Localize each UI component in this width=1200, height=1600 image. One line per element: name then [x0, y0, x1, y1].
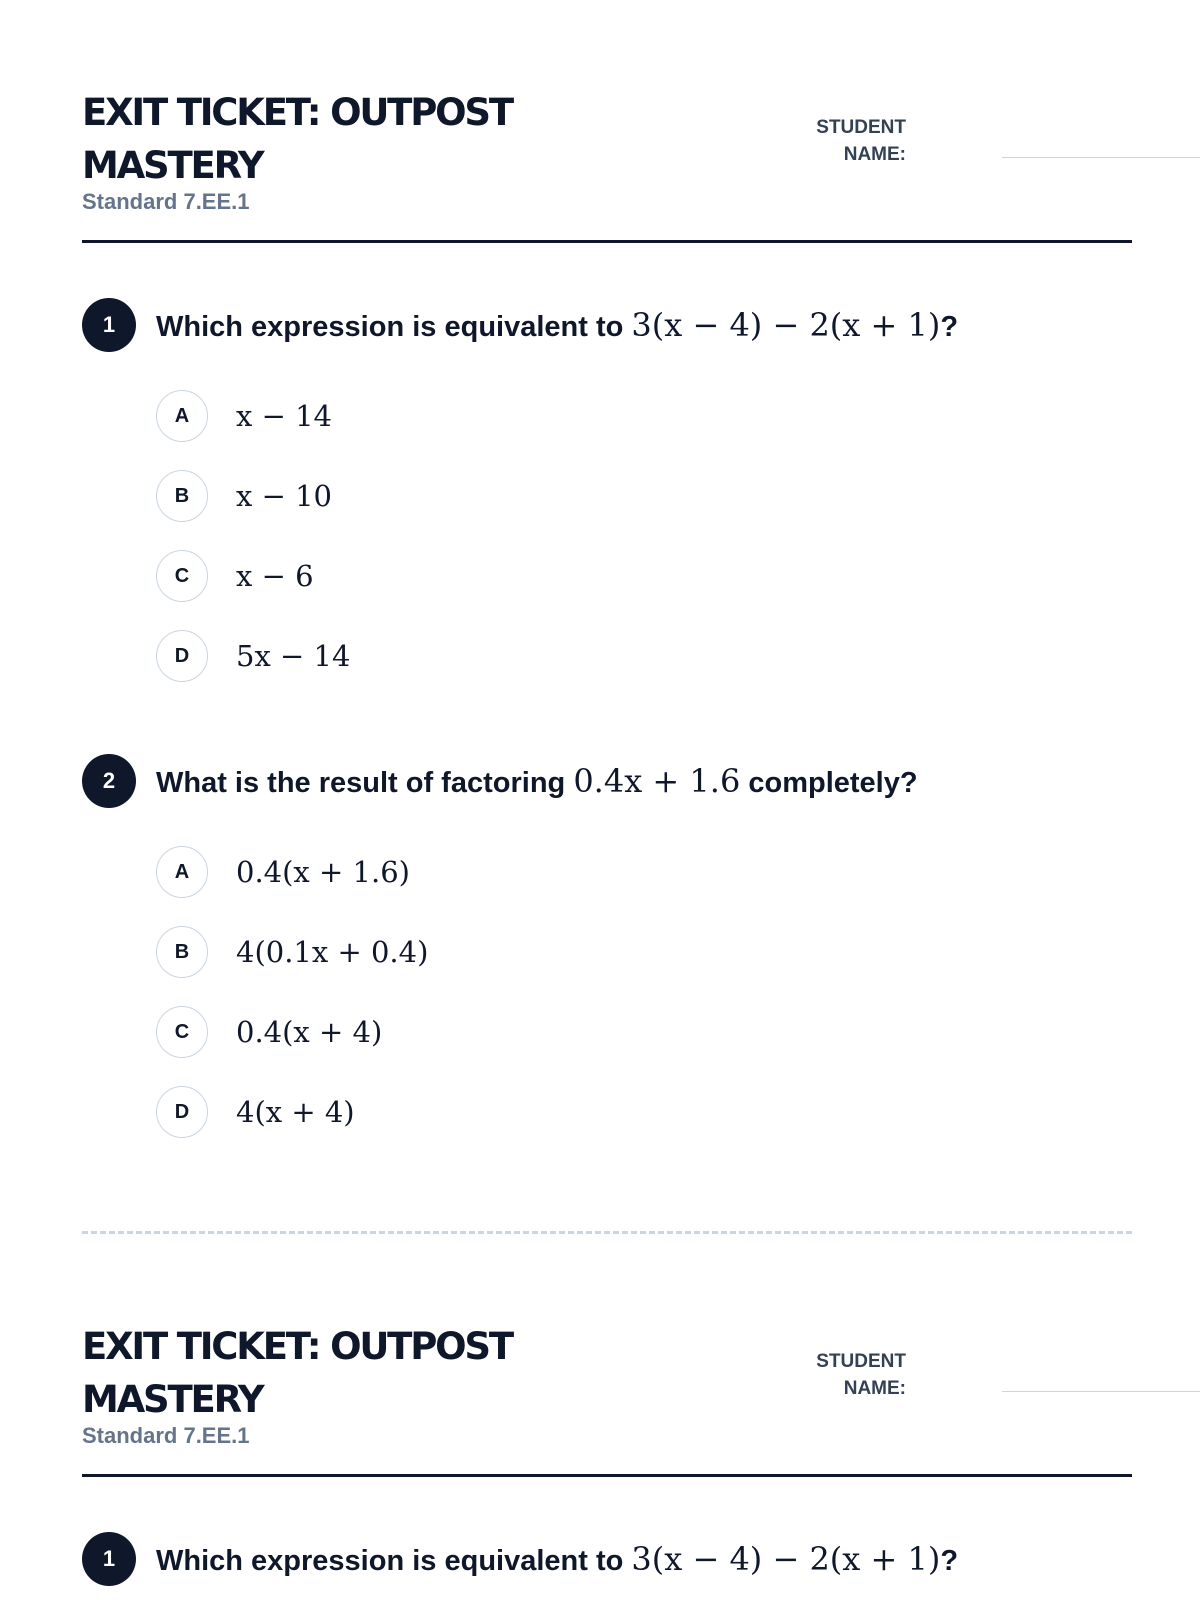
- ticket-title: EXIT TICKET: OUTPOST MASTERY: [82, 1325, 512, 1421]
- question-text: [156, 306, 958, 346]
- question-prompt: What is the result of factoring: [156, 767, 566, 799]
- answer-option[interactable]: [156, 926, 656, 980]
- option-letter[interactable]: A: [156, 846, 208, 898]
- option-letter[interactable]: C: [156, 550, 208, 602]
- ticket-standard: Standard 7.EE.1: [82, 1423, 250, 1448]
- option-math: x − 6: [236, 559, 314, 593]
- question-math: 3(x − 4) − 2(x + 1): [631, 1540, 941, 1578]
- question-number: 1: [82, 298, 136, 352]
- option-math: 0.4(x + 1.6): [236, 855, 410, 889]
- option-letter[interactable]: D: [156, 630, 208, 682]
- student-name-block: [762, 1348, 1132, 1408]
- ticket-header: [82, 84, 1132, 254]
- question-prompt: Which expression is equivalent to: [156, 1545, 624, 1577]
- question-math: 3(x − 4) − 2(x + 1): [631, 306, 941, 344]
- student-name-line[interactable]: [1002, 157, 1200, 158]
- answer-option[interactable]: [156, 630, 656, 684]
- student-name-label: STUDENT NAME:: [816, 1351, 906, 1399]
- header-divider: [82, 240, 1132, 243]
- question-prompt: Which expression is equivalent to: [156, 311, 624, 343]
- option-math: 4(x + 4): [236, 1095, 355, 1129]
- answer-option[interactable]: [156, 470, 656, 524]
- question-number: 2: [82, 754, 136, 808]
- answer-option[interactable]: [156, 846, 656, 900]
- question-math: 0.4x + 1.6: [573, 762, 741, 800]
- option-math: 4(0.1x + 0.4): [236, 935, 429, 969]
- option-math: 0.4(x + 4): [236, 1015, 383, 1049]
- header-divider: [82, 1474, 1132, 1477]
- ticket-standard: Standard 7.EE.1: [82, 189, 250, 214]
- cut-line: [82, 1231, 1132, 1234]
- question-text: [156, 762, 918, 802]
- question-number: 1: [82, 1532, 136, 1586]
- exit-ticket: [82, 1318, 1132, 1578]
- option-math: x − 10: [236, 479, 332, 513]
- answer-option[interactable]: [156, 550, 656, 604]
- option-letter[interactable]: B: [156, 926, 208, 978]
- question-suffix: completely?: [748, 767, 918, 799]
- option-letter[interactable]: A: [156, 390, 208, 442]
- answer-option[interactable]: [156, 1086, 656, 1140]
- ticket-header: [82, 1318, 1132, 1488]
- student-name-label: STUDENT NAME:: [816, 117, 906, 165]
- question-suffix: ?: [940, 311, 959, 343]
- ticket-title: EXIT TICKET: OUTPOST MASTERY: [82, 91, 512, 187]
- question-suffix: ?: [940, 1545, 959, 1577]
- option-math: 5x − 14: [236, 639, 351, 673]
- answer-option[interactable]: [156, 1006, 656, 1060]
- option-letter[interactable]: C: [156, 1006, 208, 1058]
- student-name-block: [762, 114, 1132, 174]
- option-letter[interactable]: D: [156, 1086, 208, 1138]
- student-name-line[interactable]: [1002, 1391, 1200, 1392]
- question-text: [156, 1540, 958, 1580]
- answer-option[interactable]: [156, 390, 656, 444]
- option-math: x − 14: [236, 399, 332, 433]
- exit-ticket: [82, 84, 1132, 1129]
- option-letter[interactable]: B: [156, 470, 208, 522]
